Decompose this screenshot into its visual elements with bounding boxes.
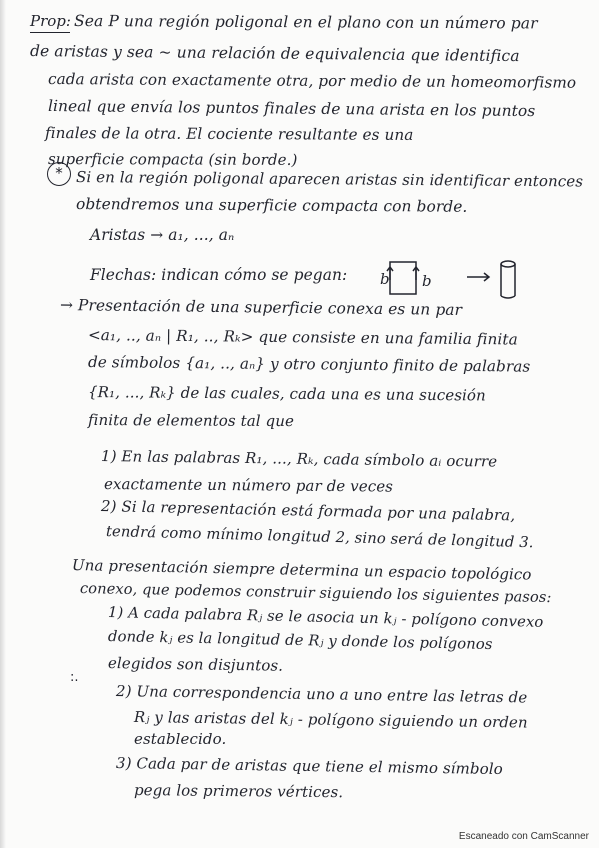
text-line-16: 1) En las palabras R₁, ..., Rₖ, cada símbolo aᵢ ocurre — [100, 447, 498, 471]
square-arrows-diagram — [380, 258, 430, 298]
text-line-19: tendrá como mínimo longitud 2, sino será de longitud 3. — [105, 523, 534, 552]
text-line-17: exactamente un número par de veces — [103, 475, 394, 496]
text-line-14: {R₁, ..., Rₖ} de las cuales, cada una es una sucesión — [87, 383, 486, 405]
text-line-23: donde kⱼ es la longitud de Rⱼ y donde los polígonos — [107, 628, 493, 654]
text-line-12: <a₁, .., aₙ | R₁, .., Rₖ> que consiste en una familia finita — [87, 326, 518, 349]
text-line-11: → Presentación de una superficie conexa es un par — [59, 296, 463, 319]
diagram-label-left: b — [380, 270, 390, 288]
text-line-27: establecido. — [134, 730, 227, 748]
text-line-8: obtendremos una superficie compacta con borde. — [75, 195, 468, 216]
text-line-10: Flechas: indican cómo se pegan: — [90, 266, 348, 284]
text-line-6: superficie compacta (sin borde.) — [47, 150, 298, 169]
scanner-watermark: Escaneado con CamScanner — [458, 831, 589, 842]
text-line-20: Una presentación siempre determina un espacio topológico — [71, 556, 532, 584]
text-line-25: 2) Una correspondencia uno a uno entre las letras de — [115, 682, 528, 707]
diagram-label-right: b — [422, 272, 432, 290]
text-line-15: finita de elementos tal que — [87, 411, 295, 431]
text-line-26: Rⱼ y las aristas del kⱼ - polígono siguiendo un orden — [133, 708, 528, 732]
text-line-13: de símbolos {a₁, .., aₙ} y otro conjunto finito de palabras — [87, 353, 531, 376]
text-line-22: 1) A cada palabra Rⱼ se le asocia un kⱼ - polígono convexo — [107, 604, 544, 631]
arrow-up-right-icon — [413, 267, 419, 280]
text-line-18: 2) Si la representación está formada por una palabra, — [100, 497, 516, 525]
text-line-24: elegidos son disjuntos. — [107, 654, 284, 675]
text-line-4: lineal que envía los puntos finales de una arista en los puntos — [47, 97, 536, 121]
text-line-2: de aristas y sea ~ una relación de equivalencia que identifica — [29, 42, 520, 66]
asterisk-circle-mark: * — [47, 162, 71, 186]
text-line-3: cada arista con exactamente otra, por medio de un homeomorfismo — [47, 70, 577, 92]
text-line-28: 3) Cada par de aristas que tiene el mismo símbolo — [115, 754, 503, 779]
side-dots-mark: :. — [70, 670, 79, 685]
text-line-29: pega los primeros vértices. — [133, 781, 344, 802]
text-line-7: Si en la región poligonal aparecen aristas sin identificar entonces — [75, 168, 584, 191]
text-line-5: finales de la otra. El cociente resultante es una — [44, 124, 414, 144]
prop-label: Prop: — [30, 12, 71, 30]
square-shape — [390, 262, 416, 294]
prop-label-underline — [30, 32, 70, 33]
cylinder-icon — [498, 259, 518, 301]
page-edge-shadow — [0, 0, 6, 848]
right-arrow-icon — [465, 270, 493, 284]
text-line-9: Aristas → a₁, ..., aₙ — [90, 226, 235, 244]
text-line-21: conexo, que podemos construir siguiendo los siguientes pasos: — [79, 580, 552, 607]
text-line-1: Sea P una región poligonal en el plano con un número par — [73, 12, 538, 33]
